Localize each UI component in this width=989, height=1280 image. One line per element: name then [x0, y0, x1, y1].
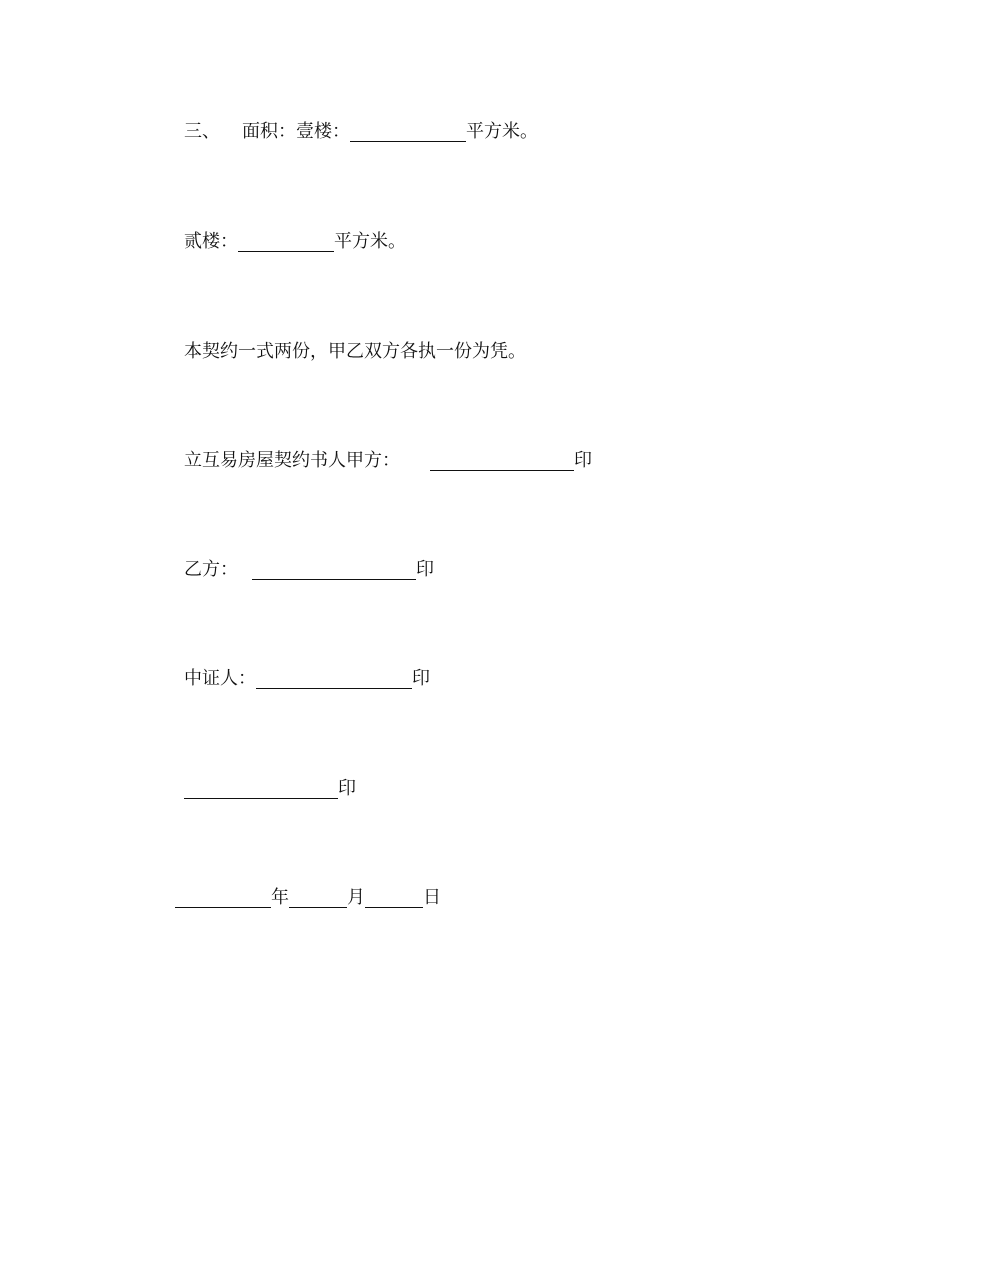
copies-clause [184, 340, 526, 364]
first-floor-area-blank[interactable] [350, 121, 466, 142]
second-floor-label: 贰楼： [184, 231, 238, 252]
party-b-line [184, 558, 434, 582]
witness-line [184, 667, 430, 691]
witness-signature-blank[interactable] [256, 668, 412, 689]
witness-label: 中证人： [184, 668, 256, 689]
witness-2-line [184, 777, 356, 801]
year-label: 年 [271, 887, 289, 908]
witness-2-seal: 印 [338, 778, 356, 799]
witness-2-signature-blank[interactable] [184, 778, 338, 799]
month-label: 月 [347, 887, 365, 908]
party-a-line [184, 449, 592, 473]
month-blank[interactable] [289, 887, 347, 908]
party-b-seal: 印 [416, 559, 434, 580]
area-unit: 平方米。 [466, 121, 538, 142]
second-floor-unit: 平方米。 [334, 231, 406, 252]
party-b-signature-blank[interactable] [252, 559, 416, 580]
party-b-label: 乙方： [184, 559, 238, 580]
witness-seal: 印 [412, 668, 430, 689]
party-a-seal: 印 [574, 450, 592, 471]
day-blank[interactable] [365, 887, 423, 908]
year-blank[interactable] [175, 887, 271, 908]
second-floor-area-blank[interactable] [238, 231, 334, 252]
second-floor-line [184, 230, 406, 254]
day-label: 日 [423, 887, 441, 908]
party-a-label: 立互易房屋契约书人甲方： [184, 450, 400, 471]
copies-clause-text: 本契约一式两份，甲乙双方各执一份为凭。 [184, 341, 526, 362]
party-a-signature-blank[interactable] [430, 450, 574, 471]
area-label: 面积：壹楼： [242, 121, 350, 142]
date-line [175, 886, 441, 910]
section-number: 三、 [184, 121, 220, 142]
area-line [184, 120, 538, 144]
